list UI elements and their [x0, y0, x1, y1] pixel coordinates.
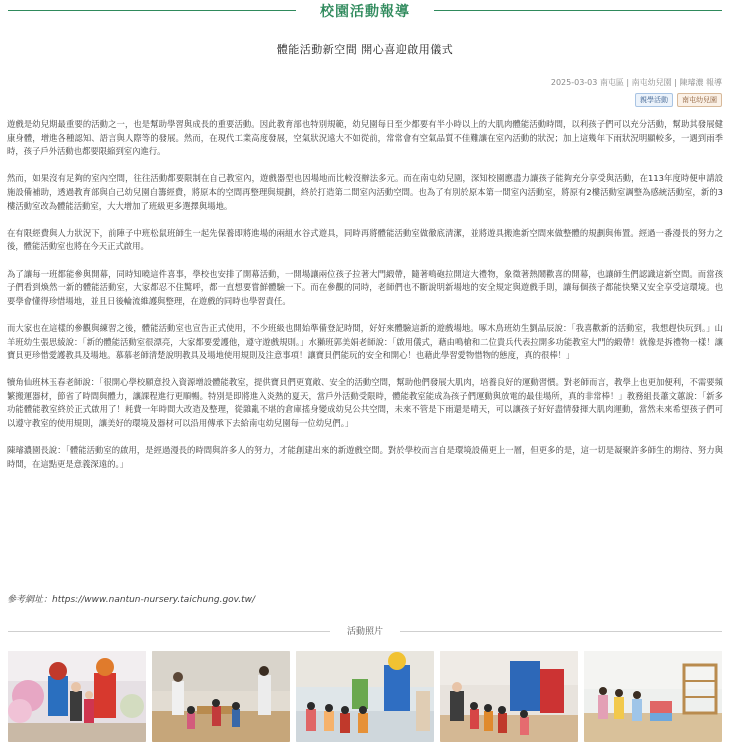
paragraph: 為了讓每一班都能參與開幕，同時知曉這件喜事，學校也安排了開幕活動，一開場讓兩位孩子拉著大門緞帶，隨著鳴砲拉開這大禮物，象徵著熱鬧歡喜的開幕，也讓師生們認識這新空間。而當孩子們看到煥然一新的體能活動室，大家都忍不住驚呼，都一直想要嘗鮮體驗一下。而在參觀的同時，老師們也不斷說明新場地的安全規定與遊戲手則，讓每個孩子都能快樂又安全享受這環境。也要學會懂得珍惜場地，並且日後輪流維護與整理，在遊戲的同時也學習責任。: [7, 268, 723, 306]
photos-divider: [0, 624, 730, 638]
paragraph: 而大家也在這樣的參觀與練習之後，體能活動室也宣告正式使用，不少班級也開始準備登記時間，好好來體驗這新的遊戲場地。啄木鳥班幼生劉品辰說：「我喜歡新的活動室，我想趕快玩到。」山羊班幼生張思綾說：「新的體能活動室很漂亮，大家都要愛護他，遵守遊戲規則。」水獺班郭美娟老師說：「啟用儀式，藉由鳴槍和二位貴兵代表拉開多功能教室大門的緞帶！就像是拆禮物一樣！讓寶貝更珍惜愛護教具及場地。慕慕老師清楚說明教具及場地使用規則及注意事項！讓寶貝們能玩的安全和開心！也藉此學習愛物惜物的態度，真的很棒！」: [7, 322, 723, 361]
reference-link[interactable]: https://www.nantun-nursery.taichung.gov.tw/: [52, 595, 256, 605]
photo-new-activity-room[interactable]: [584, 651, 722, 742]
tag-list: [635, 93, 722, 107]
tag-parent-activity[interactable]: 親學活動: [635, 93, 673, 107]
photos-label: 活動照片: [346, 627, 383, 637]
photo-gallery: [8, 651, 722, 742]
reference-label: 參考網址：: [7, 595, 53, 605]
photo-teachers-and-children[interactable]: [152, 651, 290, 742]
section-banner: [0, 0, 730, 22]
section-title: 校園活動報導: [320, 4, 410, 20]
paragraph: 然而，如果沒有足夠的室內空間，往往活動都要限制在自己教室內，遊戲器型也因場地而比較沒辦法多元。而在南屯幼兒園，深知校園應盡力讓孩子能夠充分享受與活動，在113年度時便申請設施設備補助，透過教育部與自己幼兒園自籌經費，將原本的空間再整理與規劃，終於打造第二間室內活動空間。也為了有別於原本第一間室內活動室，將原有2樓活動室調整為感統活動室，新的3樓活動室改為體能活動室，大大增加了班級更多選擇與場地。: [7, 173, 723, 211]
photos-line-right: [400, 631, 722, 632]
banner-line-right: [434, 10, 722, 11]
paragraph: 陳璿濃園長說：「體能活動室的啟用，是經過漫長的時間與許多人的努力，才能創建出來的新遊戲空間。對於學校而言自是環境設備更上一層，但更多的是，這一切是凝聚許多師生的期待、努力與時間，在這點更是意義深遠的。」: [7, 445, 723, 469]
reference: [7, 592, 255, 605]
paragraph: 在有限經費與人力狀況下，前陣子中班松鼠班師生一起先保養即將進場的兩組水谷式遊具，同時再將體能活動室做徹底清潔，並將遊具搬進新空間來做整體的規劃與佈置。經過一番漫長的努力之後，體能活動室也將在今天正式啟用。: [7, 227, 723, 252]
photo-children-gathering[interactable]: [296, 651, 434, 742]
photo-ribbon-cutting[interactable]: [8, 651, 146, 742]
article-title: 體能活動新空間 開心喜迎啟用儀式: [276, 43, 454, 56]
photo-opening-doors[interactable]: [440, 651, 578, 742]
paragraph: 遊戲是幼兒期最重要的活動之一，也是幫助學習與成長的重要活動。因此教育部也特別規範，幼兒園每日至少都要有半小時以上的大肌肉體能活動時間，以利孩子們可以充分活動，幫助其發展健康身體，增進各種認知、語言與人際等的發展。然而，在現代工業高度發展，空氣狀況遠大不如從前，常常會有空氣品質不佳難讓在室內活動的狀況；加上這幾年下雨狀況明顯較多，一遇到雨季時，孩子戶外活動也都要限縮到室內進行。: [7, 119, 723, 157]
tag-school[interactable]: 南屯幼兒園: [677, 93, 722, 107]
paragraph: 犢角仙班林玉春老師說：「很開心學校願意投入資源增設體能教室，提供寶貝們更寬敞、安全的活動空間，幫助他們發展大肌肉，培養良好的運動習慣。對老師而言，教學上也更加便利，不需要頻繁搬運器材，節省了時間與體力，讓課程進行更順暢。特別是即將進入炎熱的夏天，當戶外活動受限時，體能教室能成為孩子們運動與放電的最佳場所，真的非常棒！」教務組長蕭文蕙說：「新多功能體能教室終於正式啟用了！耗費一年時間大改造及整理，從雜亂不堪的倉庫搖身變成幼兒公共空間，未來不管是下雨還是晴天，可以讓孩子好好盡情發揮大肌肉運動，當然未來希望孩子們可以遵守教室的使用規則，讓美好的環境及器材可以沿用傳承下去給南屯幼兒園每一位幼兒們。」: [7, 377, 723, 429]
photos-line-left: [8, 631, 330, 632]
banner-line-left: [8, 10, 296, 11]
article-body: [7, 118, 723, 485]
article-meta: 2025-03-03 南屯區 | 南屯幼兒園 | 陳璿濃 報導: [550, 78, 722, 87]
